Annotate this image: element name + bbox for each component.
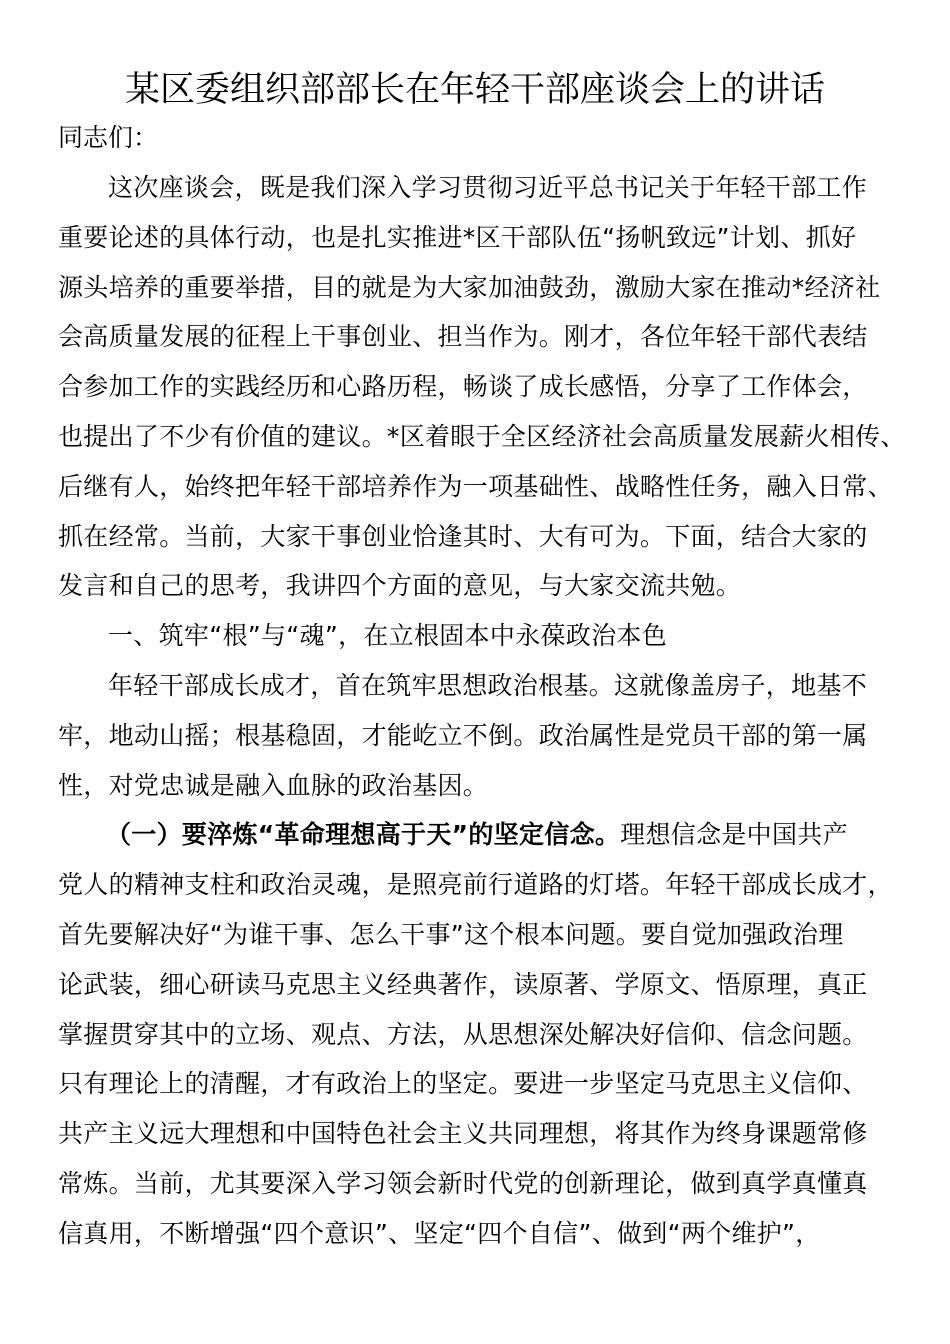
text-line: 这次座谈会，既是我们深入学习贯彻习近平总书记关于年轻干部工作 bbox=[108, 173, 868, 202]
text-line: 合参加工作的实践经历和心路历程，畅谈了成长感悟，分享了工作体会， bbox=[58, 372, 868, 402]
text-line: 后继有人，始终把年轻干部培养作为一项基础性、战略性任务，融入日常、 bbox=[58, 471, 893, 501]
salutation: 同志们： bbox=[58, 123, 159, 152]
text-line: 党人的精神支柱和政治灵魂，是照亮前行道路的灯塔。年轻干部成长成才， bbox=[58, 870, 893, 900]
document-title: 某区委组织部部长在年轻干部座谈会上的讲话 bbox=[124, 70, 825, 110]
text-line: 信真用，不断增强“四个意识”、坚定“四个自信”、做到“两个维护”， bbox=[58, 1218, 821, 1248]
text-line: 年轻干部成长成才，首在筑牢思想政治根基。这就像盖房子，地基不 bbox=[108, 670, 868, 700]
text-line: 论武装，细心研读马克思主义经典著作，读原著、学原文、悟原理，真正 bbox=[58, 969, 868, 999]
text-run: 理想信念是中国共产 bbox=[620, 820, 848, 850]
subsection-heading: （一）要淬炼“革命理想高于天”的坚定信念。 bbox=[106, 820, 621, 850]
document-body bbox=[58, 168, 906, 1264]
text-line: 只有理论上的清醒，才有政治上的坚定。要进一步坚定马克思主义信仰、 bbox=[58, 1069, 868, 1099]
subsection-paragraph bbox=[58, 815, 898, 1263]
text-line: 发言和自己的思考，我讲四个方面的意见，与大家交流共勉。 bbox=[58, 571, 742, 601]
text-line: 重要论述的具体行动，也是扎实推进*区干部队伍“扬帆致远”计划、抓好 bbox=[58, 222, 857, 252]
text-line: 会高质量发展的征程上干事创业、担当作为。刚才，各位年轻干部代表结 bbox=[58, 322, 868, 352]
text-line: 常炼。当前，尤其要深入学习领会新时代党的创新理论，做到真学真懂真 bbox=[58, 1168, 868, 1198]
section-heading: 一、筑牢“根”与“魂”，在立根固本中永葆政治本色 bbox=[108, 621, 668, 651]
text-line: 也提出了不少有价值的建议。*区着眼于全区经济社会高质量发展薪火相传、 bbox=[58, 421, 906, 451]
text-line: 首先要解决好“为谁干事、怎么干事”这个根本问题。要自觉加强政治理 bbox=[58, 919, 844, 949]
intro-paragraph bbox=[58, 168, 906, 616]
text-line: 抓在经常。当前，大家干事创业恰逢其时、大有可为。下面，结合大家的 bbox=[58, 521, 868, 551]
text-line: 共产主义远大理想和中国特色社会主义共同理想，将其作为终身课题常修 bbox=[58, 1119, 868, 1149]
section-paragraph bbox=[58, 666, 898, 815]
text-line: 性，对党忠诚是融入血脉的政治基因。 bbox=[58, 770, 489, 800]
text-line: 牢，地动山摇；根基稳固，才能屹立不倒。政治属性是党员干部的第一属 bbox=[58, 720, 868, 750]
subsection-first-line bbox=[58, 815, 898, 865]
text-line: 掌握贯穿其中的立场、观点、方法，从思想深处解决好信仰、信念问题。 bbox=[58, 1019, 868, 1049]
text-line: 源头培养的重要举措，目的就是为大家加油鼓劲，激励大家在推动*经济社 bbox=[58, 272, 881, 302]
